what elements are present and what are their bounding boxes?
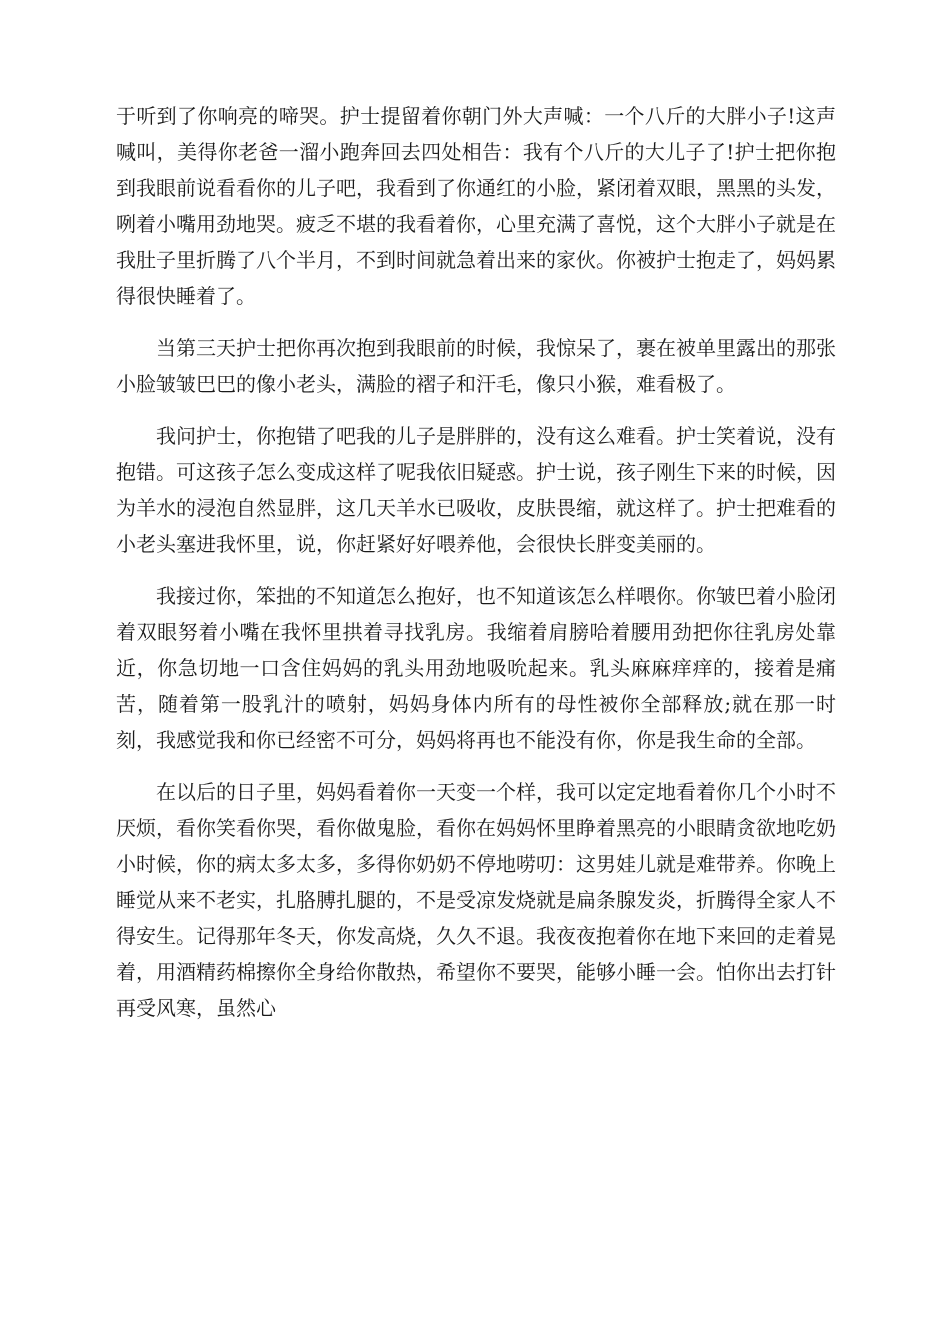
document-page — [116, 98, 836, 1042]
paragraph-4: 我接过你，笨拙的不知道怎么抱好，也不知道该怎么样喂你。你皱巴着小脸闭着双眼努着小嘴在我怀里拱着寻找乳房。我缩着肩膀哈着腰用劲把你往乳房处靠近，你急切地一口含住妈妈的乳头用劲地吸吮起来。乳头麻麻痒痒的，接着是痛苦，随着第一股乳汁的喷射，妈妈身体内所有的母性被你全部释放;就在那一时刻，我感觉我和你已经密不可分，妈妈将再也不能没有你，你是我生命的全部。 — [116, 584, 836, 752]
paragraph-1: 于听到了你响亮的啼哭。护士提留着你朝门外大声喊：一个八斤的大胖小子!这声喊叫，美得你老爸一溜小跑奔回去四处相告：我有个八斤的大儿子了!护士把你抱到我眼前说看看你的儿子吧，我看到了你通红的小脸，紧闭着双眼，黑黑的头发，咧着小嘴用劲地哭。疲乏不堪的我看着你，心里充满了喜悦，这个大胖小子就是在我肚子里折腾了八个半月，不到时间就急着出来的家伙。你被护士抱走了，妈妈累得很快睡着了。 — [116, 104, 836, 308]
paragraph-5: 在以后的日子里，妈妈看着你一天变一个样，我可以定定地看着你几个小时不厌烦，看你笑看你哭，看你做鬼脸，看你在妈妈怀里睁着黑亮的小眼睛贪欲地吃奶小时候，你的病太多太多，多得你奶奶不停地唠叨：这男娃儿就是难带养。你晚上睡觉从来不老实，扎胳膊扎腿的，不是受凉发烧就是扁条腺发炎，折腾得全家人不得安生。记得那年冬天，你发高烧，久久不退。我夜夜抱着你在地下来回的走着晃着，用酒精药棉擦你全身给你散热，希望你不要哭，能够小睡一会。怕你出去打针再受风寒，虽然心 — [116, 780, 836, 1020]
paragraph-2: 当第三天护士把你再次抱到我眼前的时候，我惊呆了，裹在被单里露出的那张小脸皱皱巴巴的像小老头，满脸的褶子和汗毛，像只小猴，难看极了。 — [116, 336, 836, 396]
paragraph-3: 我问护士，你抱错了吧我的儿子是胖胖的，没有这么难看。护士笑着说，没有抱错。可这孩子怎么变成这样了呢我依旧疑惑。护士说，孩子刚生下来的时候，因为羊水的浸泡自然显胖，这几天羊水已吸收，皮肤畏缩，就这样了。护士把难看的小老头塞进我怀里，说，你赶紧好好喂养他，会很快长胖变美丽的。 — [116, 424, 836, 556]
